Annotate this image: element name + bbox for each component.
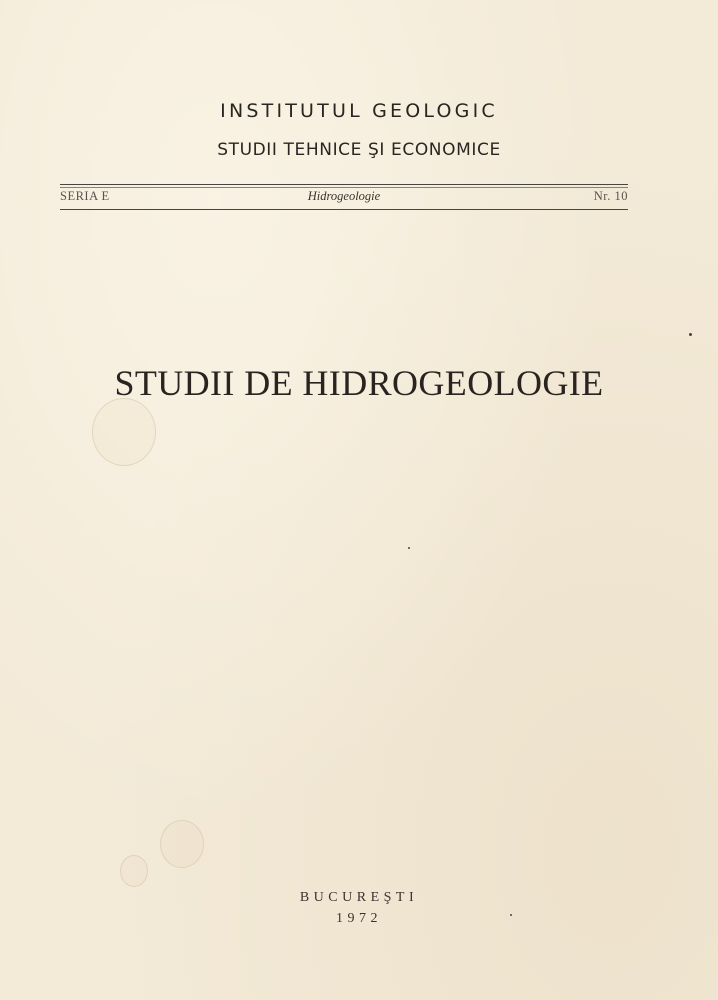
series-rule-top [60,184,628,185]
paper-stain [92,398,156,466]
collection-name: STUDII TEHNICE ŞI ECONOMICE [217,140,501,160]
series-subject: Hidrogeologie [307,189,381,203]
series-rule-top-thin [60,187,628,188]
publisher-name: INSTITUTUL GEOLOGIC [220,100,498,122]
series-rule-bottom [60,209,628,210]
series-bar [60,189,628,207]
series-label: SERIA E [60,189,110,203]
paper-speck [689,333,692,336]
publication-year: 1972 [336,911,382,926]
publication-place: BUCUREŞTI [299,890,419,905]
paper-stain [120,855,148,887]
paper-speck [408,547,410,549]
paper-stain [160,820,204,868]
series-number: Nr. 10 [593,189,628,203]
book-title: STUDII DE HIDROGEOLOGIE [114,363,604,403]
